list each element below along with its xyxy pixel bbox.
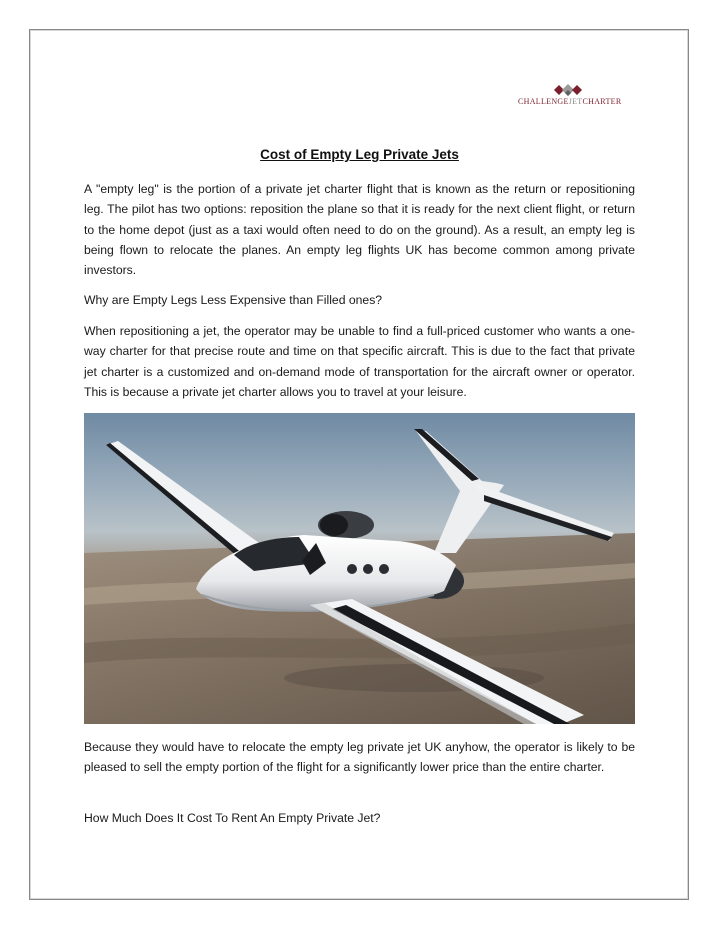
private-jet-in-flight-photo [84,413,635,724]
cost-question-heading: How Much Does It Cost To Rent An Empty Private Jet? [84,811,381,825]
diamond-logo-icon [548,82,588,98]
document-title: Cost of Empty Leg Private Jets [260,147,459,162]
intro-paragraph: A "empty leg" is the portion of a private jet charter flight that is known as the return or repositioning leg. The pilot has two options: reposition the plane so that it is ready for the next client flight, or return to the home depot (just as a taxi would often need to do on the ground). As a result, an empty leg is being flown to relocate the planes. An empty leg flights UK has become common among private investors. [84,182,635,278]
repositioning-paragraph: When repositioning a jet, the operator may be unable to find a full-priced customer who wants a one-way charter for that precise route and time on that specific aircraft. This is due to the fact that private jet charter is a customized and on-demand mode of transportation for the aircraft owner or operator. This is because a private jet charter allows you to travel at your leisure. [84,324,635,399]
logo-word-first: CHALLENGE [518,97,569,106]
logo-word-last: CHARTER [582,97,622,106]
company-logo [518,82,622,110]
logo-word-mid: JET [568,97,583,106]
question-heading: Why are Empty Legs Less Expensive than Filled ones? [84,293,383,307]
logo-wordmark [518,97,622,106]
jet-illustration [84,413,635,724]
conclusion-paragraph: Because they would have to relocate the empty leg private jet UK anyhow, the operator is likely to be pleased to sell the empty portion of the flight for a significantly lower price than the entire charter. [84,740,635,775]
